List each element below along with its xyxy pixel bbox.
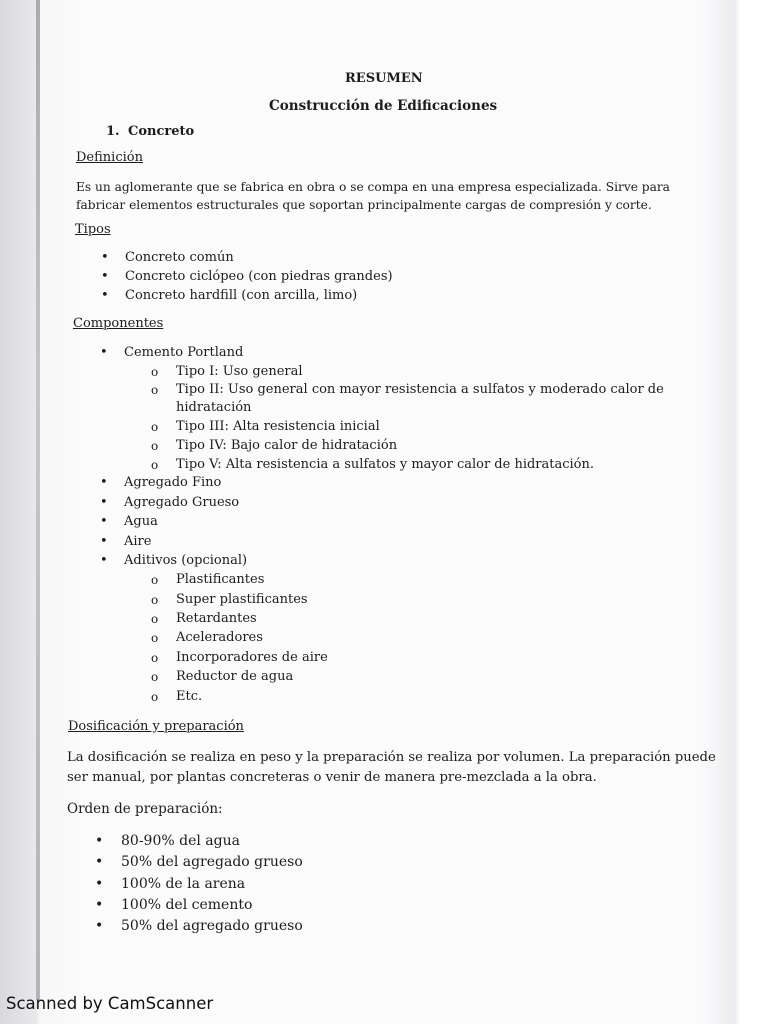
list-item: • Aditivos (opcional): [124, 553, 247, 568]
list-item: • 50% del agregado grueso: [121, 918, 303, 934]
sub-list-item: o Tipo I: Uso general: [176, 364, 303, 379]
sub-list-item: o Retardantes: [176, 611, 257, 626]
heading-definicion: Definición: [76, 150, 143, 165]
heading-tipos: Tipos: [75, 222, 111, 237]
sub-list-item-continuation: hidratación: [176, 400, 252, 415]
scanner-watermark: Scanned by CamScanner: [6, 994, 214, 1013]
document-subtitle: Construcción de Edificaciones: [269, 98, 498, 114]
dosificacion-line-2: ser manual, por plantas concreteras o venir de manera pre-mezclada a la obra.: [67, 770, 597, 785]
list-item: • Agua: [124, 514, 158, 529]
list-item: • Concreto hardfill (con arcilla, limo): [125, 288, 357, 303]
sub-list-item: o Etc.: [176, 689, 202, 704]
section-title: Concreto: [128, 124, 195, 139]
heading-dosificacion: Dosificación y preparación: [68, 719, 244, 734]
sub-list-item: o Aceleradores: [176, 630, 263, 645]
sub-list-item: o Plastificantes: [176, 572, 264, 587]
list-item: • 50% del agregado grueso: [121, 854, 303, 870]
list-item: • Cemento Portland: [124, 345, 243, 360]
sub-list-item: o Tipo II: Uso general con mayor resistencia a sulfatos y moderado calor de: [176, 382, 664, 397]
document-title: RESUMEN: [345, 71, 423, 86]
list-item: • 100% de la arena: [121, 876, 245, 892]
list-item: • Aire: [124, 534, 151, 549]
definicion-line-2: fabricar elementos estructurales que soportan principalmente cargas de compresión y corte.: [76, 198, 652, 212]
sub-list-item: o Tipo V: Alta resistencia a sulfatos y mayor calor de hidratación.: [176, 457, 594, 472]
dosificacion-line-1: La dosificación se realiza en peso y la preparación se realiza por volumen. La preparación puede: [67, 750, 716, 765]
sub-list-item: o Super plastificantes: [176, 592, 308, 607]
list-item: • Agregado Grueso: [124, 495, 239, 510]
orden-label: Orden de preparación:: [67, 801, 223, 817]
list-item: • 100% del cemento: [121, 897, 252, 913]
list-item: • Agregado Fino: [124, 475, 221, 490]
definicion-line-1: Es un aglomerante que se fabrica en obra o se compa en una empresa especializada. Sirve para: [76, 180, 670, 194]
sub-list-item: o Incorporadores de aire: [176, 650, 328, 665]
list-item: • Concreto común: [125, 250, 234, 265]
heading-componentes: Componentes: [73, 316, 164, 331]
sub-list-item: o Reductor de agua: [176, 669, 293, 684]
list-item: • 80-90% del agua: [121, 833, 240, 849]
sub-list-item: o Tipo IV: Bajo calor de hidratación: [176, 438, 397, 453]
list-item: • Concreto ciclópeo (con piedras grandes): [125, 269, 393, 284]
sub-list-item: o Tipo III: Alta resistencia inicial: [176, 419, 380, 434]
section-number: 1.: [106, 124, 120, 139]
